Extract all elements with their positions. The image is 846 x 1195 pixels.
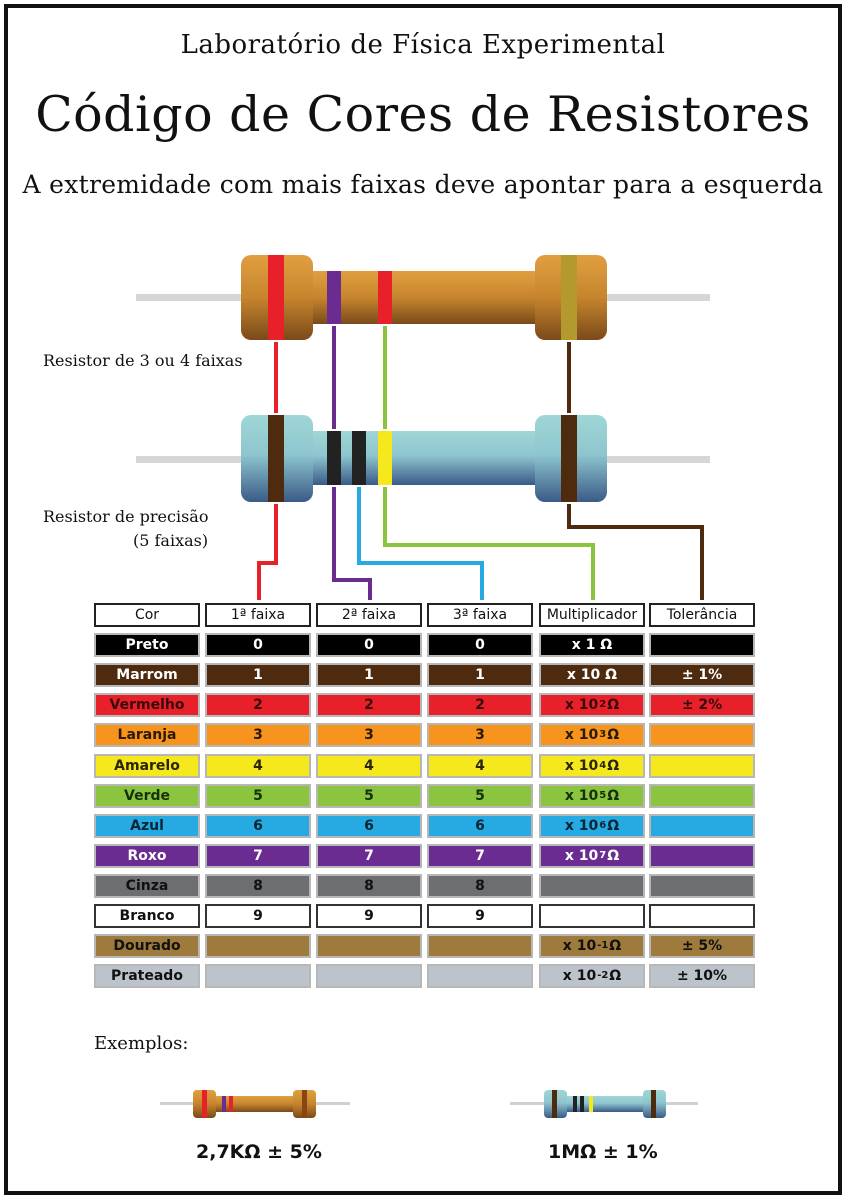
band-2 <box>327 431 341 485</box>
table-cell-faixa-2: 3 <box>316 723 422 747</box>
band-5 <box>651 1090 656 1118</box>
table-cell-multiplicador <box>539 693 645 717</box>
multiplier-base: x 10 <box>564 848 599 864</box>
band-3 <box>229 1096 233 1112</box>
example-resistor-1 <box>160 1090 350 1118</box>
table-cell-tolerancia <box>649 844 755 868</box>
table-cell-tolerancia <box>649 723 755 747</box>
page-title: Código de Cores de Resistores <box>35 86 811 143</box>
table-cell-faixa-2 <box>316 964 422 988</box>
example-1-value: 2,7KΩ ± 5% <box>196 1141 322 1163</box>
table-cell-cor: Dourado <box>94 934 200 958</box>
table-cell-cor: Verde <box>94 784 200 808</box>
table-cell-faixa-3: 6 <box>427 814 533 838</box>
page-subtitle: A extremidade com mais faixas deve apontar para a esquerda <box>22 170 824 199</box>
table-cell-faixa-2: 9 <box>316 904 422 928</box>
multiplier-exponent: 2 <box>599 698 607 710</box>
table-cell-faixa-2: 2 <box>316 693 422 717</box>
table-cell-cor: Azul <box>94 814 200 838</box>
band-1 <box>202 1090 207 1118</box>
table-cell-faixa-3: 3 <box>427 723 533 747</box>
table-cell-faixa-1 <box>205 964 311 988</box>
table-cell-faixa-1: 9 <box>205 904 311 928</box>
table-cell-multiplicador <box>539 904 645 928</box>
label-4-band-resistor: Resistor de 3 ou 4 faixas <box>43 351 243 370</box>
multiplier-exponent: 7 <box>599 849 607 861</box>
multiplier-base: x 10 <box>564 818 599 834</box>
band-1 <box>552 1090 557 1118</box>
resistor-4-band <box>136 255 710 340</box>
band-1 <box>268 255 284 340</box>
band-connectors-table <box>259 487 702 600</box>
table-cell-cor: Prateado <box>94 964 200 988</box>
band-4 <box>589 1096 593 1112</box>
table-cell-faixa-1 <box>205 934 311 958</box>
band-5 <box>561 415 577 502</box>
multiplier-base: x 10 <box>564 788 599 804</box>
table-cell-cor: Cinza <box>94 874 200 898</box>
label-precision-resistor: Resistor de precisão <box>43 507 209 526</box>
table-cell-tolerancia <box>649 874 755 898</box>
connector-col-2 <box>334 487 370 600</box>
table-cell-multiplicador <box>539 784 645 808</box>
table-cell-faixa-2: 1 <box>316 663 422 687</box>
band-3 <box>378 271 392 324</box>
table-cell-faixa-3 <box>427 964 533 988</box>
table-cell-tolerancia <box>649 754 755 778</box>
lead-wire-left <box>136 456 246 463</box>
table-cell-faixa-3: 2 <box>427 693 533 717</box>
multiplier-unit: Ω <box>607 697 620 713</box>
multiplier-unit: Ω <box>609 938 622 954</box>
table-cell-faixa-3 <box>427 934 533 958</box>
table-cell-faixa-2: 4 <box>316 754 422 778</box>
table-cell-faixa-2: 6 <box>316 814 422 838</box>
band-1 <box>268 415 284 502</box>
label-precision-resistor-note: (5 faixas) <box>133 531 209 550</box>
table-cell-faixa-2: 8 <box>316 874 422 898</box>
table-cell-tolerancia <box>649 784 755 808</box>
table-cell-faixa-2: 0 <box>316 633 422 657</box>
multiplier-unit: Ω <box>609 968 622 984</box>
band-2 <box>327 271 341 324</box>
connector-col-multiplier <box>385 487 593 600</box>
table-cell-cor: Marrom <box>94 663 200 687</box>
table-cell-multiplicador <box>539 934 645 958</box>
table-cell-faixa-2: 7 <box>316 844 422 868</box>
multiplier-base: x 10 <box>564 727 599 743</box>
connector-col-1 <box>259 504 276 600</box>
table-cell-faixa-3: 7 <box>427 844 533 868</box>
resistor-5-band <box>136 415 710 502</box>
band-4 <box>302 1090 307 1118</box>
table-cell-cor: Roxo <box>94 844 200 868</box>
band-2 <box>573 1096 577 1112</box>
table-cell-faixa-1: 7 <box>205 844 311 868</box>
table-cell-tolerancia: ± 2% <box>649 693 755 717</box>
table-cell-faixa-1: 1 <box>205 663 311 687</box>
multiplier-exponent: -1 <box>597 939 609 951</box>
table-cell-tolerancia <box>649 633 755 657</box>
band-4 <box>378 431 392 485</box>
multiplier-base: x 10 <box>564 697 599 713</box>
multiplier-unit: Ω <box>607 848 620 864</box>
table-cell-faixa-1: 4 <box>205 754 311 778</box>
lead-wire-right <box>600 294 710 301</box>
table-cell-tolerancia: ± 5% <box>649 934 755 958</box>
table-cell-faixa-3: 5 <box>427 784 533 808</box>
header-faixa-2: 2ª faixa <box>316 603 422 627</box>
header-faixa-3: 3ª faixa <box>427 603 533 627</box>
table-cell-cor: Laranja <box>94 723 200 747</box>
table-cell-faixa-1: 6 <box>205 814 311 838</box>
multiplier-exponent: 6 <box>599 819 607 831</box>
table-cell-cor: Preto <box>94 633 200 657</box>
table-cell-faixa-3: 1 <box>427 663 533 687</box>
header-multiplicador: Multiplicador <box>539 603 645 627</box>
multiplier-base: x 10 <box>562 968 597 984</box>
multiplier-unit: Ω <box>607 818 620 834</box>
multiplier-base: x 10 <box>562 938 597 954</box>
table-cell-faixa-1: 5 <box>205 784 311 808</box>
multiplier-exponent: 5 <box>599 789 607 801</box>
multiplier-exponent: -2 <box>597 969 609 981</box>
header-cor: Cor <box>94 603 200 627</box>
example-2-value: 1MΩ ± 1% <box>548 1141 658 1163</box>
table-cell-multiplicador <box>539 874 645 898</box>
table-cell-tolerancia <box>649 814 755 838</box>
table-cell-faixa-3: 4 <box>427 754 533 778</box>
lead-wire-left <box>136 294 246 301</box>
band-3 <box>352 431 366 485</box>
table-cell-faixa-2 <box>316 934 422 958</box>
table-cell-multiplicador <box>539 964 645 988</box>
examples-heading: Exemplos: <box>94 1033 189 1054</box>
multiplier-unit: Ω <box>607 788 620 804</box>
example-resistor-2 <box>510 1090 698 1118</box>
table-cell-faixa-2: 5 <box>316 784 422 808</box>
table-cell-multiplicador: x 1 Ω <box>539 633 645 657</box>
institution-name: Laboratório de Física Experimental <box>180 30 666 60</box>
table-cell-multiplicador <box>539 814 645 838</box>
table-cell-tolerancia <box>649 904 755 928</box>
multiplier-unit: Ω <box>607 727 620 743</box>
band-4 <box>561 255 577 340</box>
header-tolerancia: Tolerância <box>649 603 755 627</box>
table-cell-multiplicador <box>539 754 645 778</box>
band-3 <box>580 1096 584 1112</box>
table-cell-cor: Branco <box>94 904 200 928</box>
band-connectors-top <box>276 326 569 429</box>
table-cell-tolerancia: ± 10% <box>649 964 755 988</box>
table-cell-multiplicador <box>539 844 645 868</box>
header-faixa-1: 1ª faixa <box>205 603 311 627</box>
multiplier-unit: Ω <box>607 758 620 774</box>
table-cell-faixa-1: 8 <box>205 874 311 898</box>
connector-col-tolerance <box>569 504 702 600</box>
table-cell-faixa-1: 2 <box>205 693 311 717</box>
multiplier-exponent: 3 <box>599 728 607 740</box>
table-cell-faixa-3: 9 <box>427 904 533 928</box>
multiplier-base: x 10 <box>564 758 599 774</box>
table-cell-cor: Amarelo <box>94 754 200 778</box>
table-cell-multiplicador <box>539 723 645 747</box>
table-cell-faixa-1: 0 <box>205 633 311 657</box>
table-cell-tolerancia: ± 1% <box>649 663 755 687</box>
multiplier-exponent: 4 <box>599 759 607 771</box>
table-cell-cor: Vermelho <box>94 693 200 717</box>
table-cell-faixa-3: 8 <box>427 874 533 898</box>
table-cell-faixa-1: 3 <box>205 723 311 747</box>
lead-wire-right <box>600 456 710 463</box>
table-cell-multiplicador: x 10 Ω <box>539 663 645 687</box>
table-cell-faixa-3: 0 <box>427 633 533 657</box>
band-2 <box>222 1096 226 1112</box>
